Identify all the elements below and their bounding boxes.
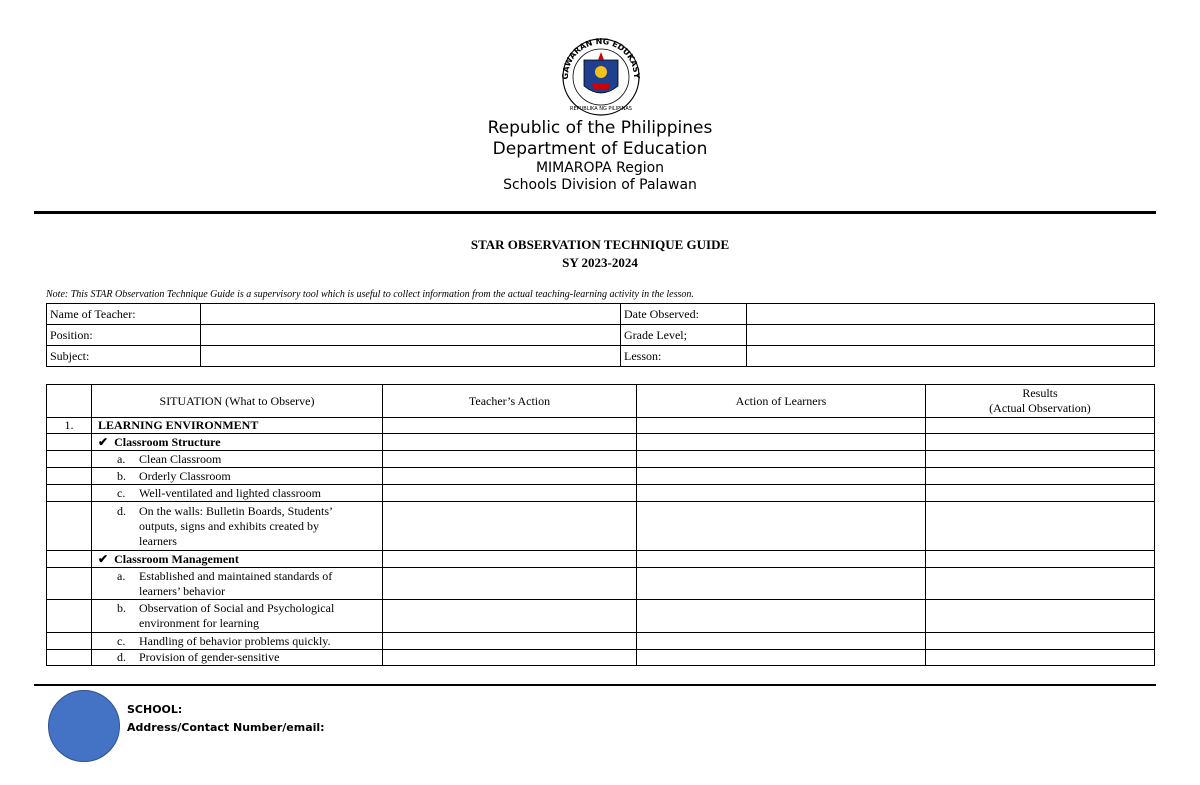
- teacher-action-cell[interactable]: [383, 485, 637, 502]
- results-cell[interactable]: [926, 502, 1155, 551]
- svg-text:KAGAWARAN NG EDUKASYON: GAWARAN NG EDUKASY: [560, 38, 642, 80]
- learner-action-cell[interactable]: [637, 502, 926, 551]
- empty-cell: [47, 650, 92, 666]
- section-label: LEARNING ENVIRONMENT: [92, 418, 383, 434]
- item-cell: [92, 568, 383, 600]
- header-department: Department of Education: [492, 139, 708, 159]
- empty-cell: [47, 633, 92, 650]
- teacher-action-cell[interactable]: [383, 468, 637, 485]
- header-teacher-action: Teacher’s Action: [383, 385, 637, 418]
- item-cell: [92, 633, 383, 650]
- table-row: [47, 346, 1155, 367]
- note-text: Note: This STAR Observation Technique Guide is a supervisory tool which is useful to collect information from the actual teaching-learning activity in the lesson.: [46, 289, 694, 300]
- learner-action-cell[interactable]: [637, 485, 926, 502]
- header-divider: [34, 211, 1156, 214]
- name-field[interactable]: [201, 304, 621, 325]
- learner-action-cell[interactable]: [637, 633, 926, 650]
- group-classroom-management: [92, 551, 383, 568]
- item-text: Well-ventilated and lighted classroom: [139, 485, 321, 500]
- table-header-row: [47, 385, 1155, 418]
- empty-cell: [47, 434, 92, 451]
- table-row: [47, 551, 1155, 568]
- empty-cell: [47, 568, 92, 600]
- group-label: Classroom Structure: [114, 434, 221, 449]
- group-classroom-structure: [92, 434, 383, 451]
- results-cell[interactable]: [926, 468, 1155, 485]
- learner-action-cell[interactable]: [637, 650, 926, 666]
- header-situation: SITUATION (What to Observe): [92, 385, 383, 418]
- table-row: [47, 434, 1155, 451]
- header-results: [926, 385, 1155, 418]
- item-text: On the walls: Bulletin Boards, Students’ outputs, signs and exhibits created by learners: [139, 503, 333, 548]
- item-letter: b.: [117, 468, 126, 483]
- table-row: [47, 650, 1155, 666]
- footer-school-label: SCHOOL:: [127, 703, 183, 716]
- results-cell[interactable]: [926, 485, 1155, 502]
- school-year: SY 2023-2024: [562, 255, 638, 270]
- empty-cell: [47, 485, 92, 502]
- results-cell[interactable]: [926, 551, 1155, 568]
- learner-action-cell[interactable]: [637, 434, 926, 451]
- table-row: [47, 600, 1155, 633]
- results-cell[interactable]: [926, 434, 1155, 451]
- position-label: Position:: [47, 325, 201, 346]
- item-cell: [92, 600, 383, 633]
- teacher-action-cell[interactable]: [383, 451, 637, 468]
- teacher-action-cell[interactable]: [383, 434, 637, 451]
- table-row: [47, 418, 1155, 434]
- observation-table: [46, 384, 1155, 666]
- empty-cell: [47, 551, 92, 568]
- results-cell[interactable]: [926, 568, 1155, 600]
- group-label: Classroom Management: [114, 551, 239, 566]
- lesson-field[interactable]: [747, 346, 1155, 367]
- table-row: [47, 502, 1155, 551]
- footer-divider: [34, 684, 1156, 686]
- table-row: [47, 633, 1155, 650]
- header-region: MIMAROPA Region: [535, 160, 665, 176]
- header-division: Schools Division of Palawan: [503, 177, 697, 193]
- subject-field[interactable]: [201, 346, 621, 367]
- name-label: Name of Teacher:: [47, 304, 201, 325]
- item-text: Orderly Classroom: [139, 468, 231, 483]
- learner-action-cell[interactable]: [637, 600, 926, 633]
- item-letter: b.: [117, 601, 126, 615]
- header-learner-action: Action of Learners: [637, 385, 926, 418]
- teacher-info-table: [46, 303, 1155, 367]
- empty-cell: [47, 468, 92, 485]
- table-row: [47, 568, 1155, 600]
- empty-cell: [47, 451, 92, 468]
- position-field[interactable]: [201, 325, 621, 346]
- page-title: STAR OBSERVATION TECHNIQUE GUIDE: [470, 237, 730, 252]
- header-results-line1: Results: [1022, 386, 1058, 400]
- item-text: Handling of behavior problems quickly.: [139, 633, 331, 648]
- deped-seal: [556, 38, 646, 116]
- item-cell: [92, 502, 383, 551]
- learner-action-cell[interactable]: [637, 418, 926, 434]
- subject-label: Subject:: [47, 346, 201, 367]
- teacher-action-cell[interactable]: [383, 418, 637, 434]
- school-logo-placeholder: [48, 690, 120, 762]
- item-cell: [92, 468, 383, 485]
- item-letter: c.: [117, 633, 126, 648]
- item-text: Clean Classroom: [139, 451, 222, 466]
- section-number: 1.: [47, 418, 92, 434]
- lesson-label: Lesson:: [621, 346, 747, 367]
- table-row: [47, 485, 1155, 502]
- footer-contact-label: Address/Contact Number/email:: [127, 721, 325, 734]
- learner-action-cell[interactable]: [637, 568, 926, 600]
- check-icon: ✔: [98, 434, 109, 449]
- item-cell: [92, 650, 383, 666]
- item-text: Provision of gender-sensitive: [139, 650, 280, 664]
- item-text: Established and maintained standards of learners’ behavior: [139, 568, 333, 598]
- table-row: [47, 325, 1155, 346]
- teacher-action-cell[interactable]: [383, 551, 637, 568]
- teacher-action-cell[interactable]: [383, 650, 637, 666]
- learner-action-cell[interactable]: [637, 451, 926, 468]
- results-cell[interactable]: [926, 418, 1155, 434]
- results-cell[interactable]: [926, 633, 1155, 650]
- item-letter: a.: [117, 568, 126, 583]
- grade-label: Grade Level;: [621, 325, 747, 346]
- header-republic: Republic of the Philippines: [487, 118, 713, 138]
- item-cell: [92, 451, 383, 468]
- header-results-line2: (Actual Observation): [989, 401, 1091, 415]
- empty-cell: [47, 502, 92, 551]
- svg-text:REPUBLIKA NG PILIPINAS: REPUBLIKA NG PILIPINAS: [570, 106, 632, 112]
- check-icon: ✔: [98, 551, 109, 566]
- date-label: Date Observed:: [621, 304, 747, 325]
- results-cell[interactable]: [926, 650, 1155, 666]
- teacher-action-cell[interactable]: [383, 633, 637, 650]
- item-cell: [92, 485, 383, 502]
- results-cell[interactable]: [926, 600, 1155, 633]
- item-letter: d.: [117, 650, 126, 664]
- results-cell[interactable]: [926, 451, 1155, 468]
- learner-action-cell[interactable]: [637, 551, 926, 568]
- table-row: [47, 468, 1155, 485]
- teacher-action-cell[interactable]: [383, 502, 637, 551]
- empty-cell: [47, 600, 92, 633]
- table-row: [47, 451, 1155, 468]
- header-num: [47, 385, 92, 418]
- date-field[interactable]: [747, 304, 1155, 325]
- item-letter: a.: [117, 451, 126, 466]
- item-text: Observation of Social and Psychological environment for learning: [139, 601, 335, 630]
- item-letter: d.: [117, 503, 126, 518]
- grade-field[interactable]: [747, 325, 1155, 346]
- teacher-action-cell[interactable]: [383, 568, 637, 600]
- table-row: [47, 304, 1155, 325]
- teacher-action-cell[interactable]: [383, 600, 637, 633]
- item-letter: c.: [117, 485, 126, 500]
- learner-action-cell[interactable]: [637, 468, 926, 485]
